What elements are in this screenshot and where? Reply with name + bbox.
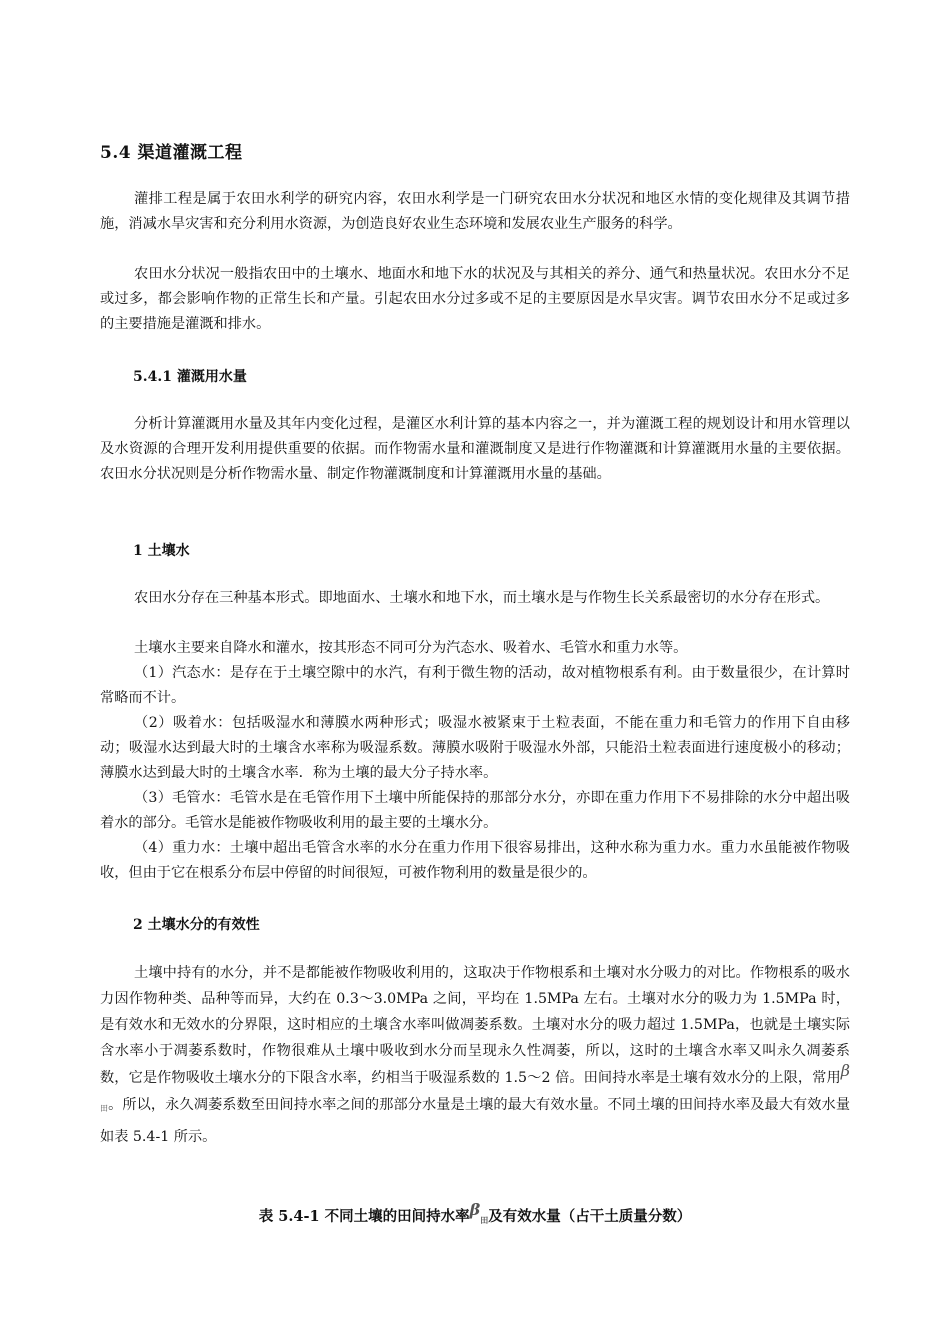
effectiveness-title: 2 土壤水分的有效性 bbox=[133, 917, 260, 933]
vapor-water-paragraph: （1）汽态水：是存在于土壤空隙中的水汽，有利于微生物的活动，故对植物根系有利。由于数量很少，在计算时常略而不计。 bbox=[100, 665, 850, 706]
soil-water-title: 1 土壤水 bbox=[133, 543, 190, 559]
effectiveness-text-part1: 土壤中持有的水分，并不是都能被作物吸收利用的，这取决于作物根系和土壤对水分吸力的对比。作物根系的吸水力因作物种类、品种等而异，大约在 0.3～3.0MPa 之间，平均在 1.5MPa 左右。土壤对水分的吸力为 1.5MPa 时，是有效水和无效水的分界限，这时相应的土壤含水率叫做凋萎系数。土壤对水分的吸力超过 1.5MPa，也就是土壤实际含水率小于凋萎系数时，作物很难从土壤中吸收到水分而呈现永久性凋萎，所以，这时的土壤含水率又叫永久凋萎系数，它是作物吸收土壤水分的下限含水率，约相当于吸湿系数的 1.5～2 倍。田间持水率是土壤有效水分的上限，常用 bbox=[100, 965, 850, 1086]
soil-water-paragraph-1: 农田水分存在三种基本形式。即地面水、土壤水和地下水，而土壤水是与作物生长关系最密切的水分存在形式。 bbox=[134, 590, 830, 606]
gravity-water-paragraph: （4）重力水：土壤中超出毛管含水率的水分在重力作用下很容易排出，这种水称为重力水。重力水虽能被作物吸收，但由于它在根系分布层中停留的时间很短，可被作物利用的数量是很少的。 bbox=[100, 840, 850, 881]
subsection-title: 5.4.1 灌溉用水量 bbox=[133, 369, 247, 385]
effectiveness-text-part2: 。所以，永久凋萎系数至田间持水率之间的那部分水量是土壤的最大有效水量。不同土壤的田间持水率及最大有效水量如表 5.4-1 所示。 bbox=[100, 1097, 851, 1146]
section-paragraph-2: 农田水分状况一般指农田中的土壤水、地面水和地下水的状况及与其相关的养分、通气和热量状况。农田水分不足或过多，都会影响作物的正常生长和产量。引起农田水分过多或不足的主要原因是水旱灾害。调节农田水分不足或过多的主要措施是灌溉和排水。 bbox=[100, 266, 850, 332]
subsection-paragraph: 分析计算灌溉用水量及其年内变化过程，是灌区水利计算的基本内容之一，并为灌溉工程的规划设计和用水管理以及水资源的合理开发利用提供重要的依据。而作物需水量和灌溉制度又是进行作物灌溉和计算灌溉用水量的主要依据。农田水分状况则是分析作物需水量、制定作物灌溉制度和计算灌溉用水量的基础。 bbox=[100, 416, 850, 482]
beta-letter: β bbox=[840, 1061, 850, 1080]
capillary-water-paragraph: （3）毛管水：毛管水是在毛管作用下土壤中所能保持的那部分水分，亦即在重力作用下不易排除的水分中超出吸着水的部分。毛管水是能被作物吸收利用的最主要的土壤水分。 bbox=[100, 790, 850, 831]
table-caption bbox=[0, 1200, 950, 1228]
table-caption-beta-subscript: 田 bbox=[480, 1215, 489, 1226]
effectiveness-paragraph bbox=[100, 960, 850, 1150]
section-title: 5.4 渠道灌溉工程 bbox=[100, 143, 243, 163]
table-caption-suffix: 及有效水量（占干土质量分数） bbox=[488, 1208, 692, 1225]
soil-water-paragraph-2: 土壤水主要来自降水和灌水，按其形态不同可分为汽态水、吸着水、毛管水和重力水等。 bbox=[134, 640, 688, 656]
table-caption-prefix: 表 5.4-1 不同土壤的田间持水率 bbox=[258, 1208, 470, 1225]
table-caption-beta-symbol bbox=[469, 1200, 489, 1226]
table-caption-beta-letter: β bbox=[469, 1200, 481, 1219]
section-paragraph-1: 灌排工程是属于农田水利学的研究内容，农田水利学是一门研究农田水分状况和地区水情的变化规律及其调节措施，消减水旱灾害和充分利用水资源，为创造良好农业生态环境和发展农业生产服务的科学。 bbox=[100, 191, 850, 232]
beta-subscript: 田 bbox=[100, 1104, 109, 1114]
adsorbed-water-paragraph: （2）吸着水：包括吸湿水和薄膜水两种形式；吸湿水被紧束于土粒表面，不能在重力和毛管力的作用下自由移动；吸湿水达到最大时的土壤含水率称为吸湿系数。薄膜水吸附于吸湿水外部，只能沿土粒表面进行速度极小的移动；薄膜水达到最大时的土壤含水率．称为土壤的最大分子持水率。 bbox=[100, 715, 850, 781]
